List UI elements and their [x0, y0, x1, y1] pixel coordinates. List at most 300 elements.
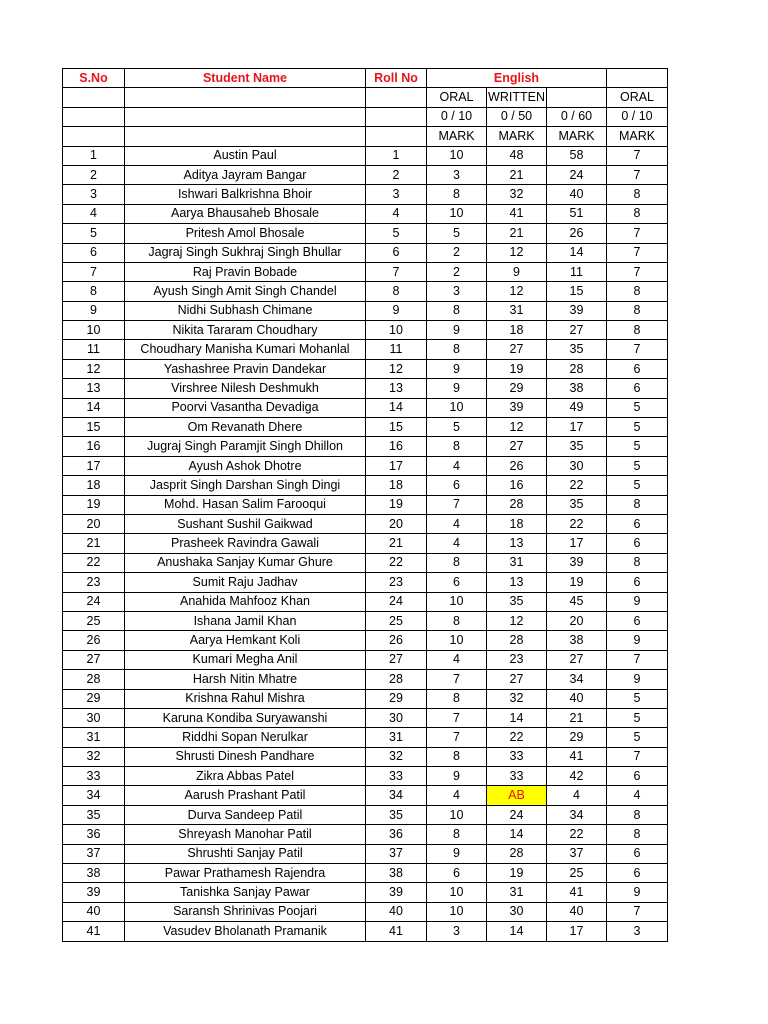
- cell-oral-2-mark: 7: [607, 224, 668, 243]
- cell-roll-no: 8: [366, 282, 427, 301]
- cell-sno: 40: [63, 902, 125, 921]
- cell-oral-mark: 7: [427, 495, 487, 514]
- cell-roll-no: 20: [366, 514, 427, 533]
- cell-roll-no: 27: [366, 650, 427, 669]
- cell-roll-no: 17: [366, 456, 427, 475]
- cell-written-mark: 12: [487, 282, 547, 301]
- cell-oral-2-mark: 6: [607, 379, 668, 398]
- cell-roll-no: 7: [366, 262, 427, 281]
- blank-cell: [63, 88, 125, 107]
- cell-roll-no: 31: [366, 728, 427, 747]
- cell-written-mark: 12: [487, 243, 547, 262]
- cell-student-name: Ishwari Balkrishna Bhoir: [125, 185, 366, 204]
- table-row: [63, 282, 668, 301]
- table-row: [63, 708, 668, 727]
- cell-student-name: Harsh Nitin Mhatre: [125, 670, 366, 689]
- cell-oral-mark: 4: [427, 514, 487, 533]
- subheader-row-1: [63, 88, 668, 107]
- cell-written-mark: 32: [487, 185, 547, 204]
- cell-oral-2-mark: 7: [607, 146, 668, 165]
- cell-roll-no: 21: [366, 534, 427, 553]
- cell-oral-mark: 7: [427, 708, 487, 727]
- cell-oral-mark: 8: [427, 437, 487, 456]
- cell-sno: 23: [63, 573, 125, 592]
- cell-total-mark: 41: [547, 883, 607, 902]
- cell-written-mark: 33: [487, 767, 547, 786]
- cell-total-mark: 14: [547, 243, 607, 262]
- table-row: [63, 864, 668, 883]
- cell-sno: 4: [63, 204, 125, 223]
- cell-oral-mark: 3: [427, 922, 487, 941]
- cell-roll-no: 36: [366, 825, 427, 844]
- table-row: [63, 379, 668, 398]
- cell-student-name: Sushant Sushil Gaikwad: [125, 514, 366, 533]
- cell-sno: 32: [63, 747, 125, 766]
- cell-total-mark: 45: [547, 592, 607, 611]
- cell-student-name: Pritesh Amol Bhosale: [125, 224, 366, 243]
- header-blank: [607, 69, 668, 88]
- cell-roll-no: 34: [366, 786, 427, 805]
- cell-roll-no: 2: [366, 165, 427, 184]
- table-row: [63, 146, 668, 165]
- cell-sno: 21: [63, 534, 125, 553]
- table-row: [63, 573, 668, 592]
- cell-roll-no: 41: [366, 922, 427, 941]
- cell-oral-mark: 8: [427, 689, 487, 708]
- cell-oral-mark: 6: [427, 573, 487, 592]
- cell-total-mark: 40: [547, 902, 607, 921]
- cell-student-name: Shrushti Sanjay Patil: [125, 844, 366, 863]
- cell-total-mark: 21: [547, 708, 607, 727]
- cell-roll-no: 38: [366, 864, 427, 883]
- table-row: [63, 534, 668, 553]
- cell-student-name: Aarush Prashant Patil: [125, 786, 366, 805]
- subheader-oral-mark: MARK: [427, 127, 487, 146]
- table-row: [63, 728, 668, 747]
- subheader-written: WRITTEN: [487, 88, 547, 107]
- cell-oral-mark: 9: [427, 321, 487, 340]
- cell-total-mark: 25: [547, 864, 607, 883]
- cell-student-name: Poorvi Vasantha Devadiga: [125, 398, 366, 417]
- cell-written-mark: 32: [487, 689, 547, 708]
- table-row: [63, 437, 668, 456]
- cell-total-mark: 22: [547, 825, 607, 844]
- cell-roll-no: 5: [366, 224, 427, 243]
- cell-sno: 34: [63, 786, 125, 805]
- cell-oral-2-mark: 6: [607, 611, 668, 630]
- cell-sno: 13: [63, 379, 125, 398]
- cell-oral-2-mark: 8: [607, 553, 668, 572]
- cell-oral-2-mark: 7: [607, 650, 668, 669]
- cell-student-name: Nidhi Subhash Chimane: [125, 301, 366, 320]
- cell-total-mark: 35: [547, 495, 607, 514]
- cell-sno: 26: [63, 631, 125, 650]
- cell-oral-mark: 7: [427, 670, 487, 689]
- cell-student-name: Riddhi Sopan Nerulkar: [125, 728, 366, 747]
- cell-student-name: Virshree Nilesh Deshmukh: [125, 379, 366, 398]
- cell-sno: 22: [63, 553, 125, 572]
- subheader-written-max: 0 / 50: [487, 107, 547, 126]
- subheader-row-2: [63, 107, 668, 126]
- table-row: [63, 418, 668, 437]
- cell-sno: 17: [63, 456, 125, 475]
- subheader-oral-2: ORAL: [607, 88, 668, 107]
- table-row: [63, 301, 668, 320]
- cell-total-mark: 51: [547, 204, 607, 223]
- cell-written-mark: 22: [487, 728, 547, 747]
- cell-written-mark: 26: [487, 456, 547, 475]
- header-sno: S.No: [63, 69, 125, 88]
- cell-oral-mark: 4: [427, 650, 487, 669]
- cell-sno: 24: [63, 592, 125, 611]
- table-row: [63, 902, 668, 921]
- cell-oral-mark: 10: [427, 398, 487, 417]
- cell-roll-no: 29: [366, 689, 427, 708]
- table-row: [63, 805, 668, 824]
- cell-total-mark: 24: [547, 165, 607, 184]
- cell-written-mark: 9: [487, 262, 547, 281]
- cell-student-name: Pawar Prathamesh Rajendra: [125, 864, 366, 883]
- cell-oral-2-mark: 6: [607, 514, 668, 533]
- cell-sno: 29: [63, 689, 125, 708]
- cell-student-name: Jagraj Singh Sukhraj Singh Bhullar: [125, 243, 366, 262]
- cell-oral-mark: 5: [427, 224, 487, 243]
- cell-oral-2-mark: 5: [607, 476, 668, 495]
- cell-oral-2-mark: 5: [607, 418, 668, 437]
- cell-oral-2-mark: 8: [607, 204, 668, 223]
- cell-roll-no: 18: [366, 476, 427, 495]
- cell-roll-no: 4: [366, 204, 427, 223]
- table-row: [63, 611, 668, 630]
- cell-student-name: Durva Sandeep Patil: [125, 805, 366, 824]
- cell-oral-2-mark: 9: [607, 592, 668, 611]
- cell-sno: 36: [63, 825, 125, 844]
- cell-sno: 28: [63, 670, 125, 689]
- cell-student-name: Prasheek Ravindra Gawali: [125, 534, 366, 553]
- cell-roll-no: 24: [366, 592, 427, 611]
- cell-sno: 10: [63, 321, 125, 340]
- cell-total-mark: 17: [547, 418, 607, 437]
- cell-total-mark: 20: [547, 611, 607, 630]
- cell-sno: 16: [63, 437, 125, 456]
- blank-cell: [366, 107, 427, 126]
- cell-student-name: Vasudev Bholanath Pramanik: [125, 922, 366, 941]
- table-row: [63, 224, 668, 243]
- subheader-written-mark: MARK: [487, 127, 547, 146]
- cell-oral-2-mark: 8: [607, 185, 668, 204]
- cell-student-name: Saransh Shrinivas Poojari: [125, 902, 366, 921]
- cell-student-name: Aarya Hemkant Koli: [125, 631, 366, 650]
- cell-total-mark: 39: [547, 301, 607, 320]
- cell-student-name: Zikra Abbas Patel: [125, 767, 366, 786]
- table-row: [63, 825, 668, 844]
- cell-total-mark: 49: [547, 398, 607, 417]
- cell-oral-2-mark: 7: [607, 340, 668, 359]
- cell-written-mark: 48: [487, 146, 547, 165]
- cell-oral-mark: 2: [427, 262, 487, 281]
- blank-cell: [63, 107, 125, 126]
- cell-roll-no: 35: [366, 805, 427, 824]
- cell-oral-mark: 8: [427, 340, 487, 359]
- cell-student-name: Sumit Raju Jadhav: [125, 573, 366, 592]
- cell-oral-2-mark: 6: [607, 534, 668, 553]
- cell-roll-no: 11: [366, 340, 427, 359]
- subheader-oral: ORAL: [427, 88, 487, 107]
- cell-student-name: Yashashree Pravin Dandekar: [125, 359, 366, 378]
- cell-sno: 35: [63, 805, 125, 824]
- subheader-oral-2-max: 0 / 10: [607, 107, 668, 126]
- cell-student-name: Shrusti Dinesh Pandhare: [125, 747, 366, 766]
- cell-written-mark: 33: [487, 747, 547, 766]
- cell-oral-2-mark: 8: [607, 301, 668, 320]
- cell-written-mark: 12: [487, 418, 547, 437]
- cell-student-name: Anahida Mahfooz Khan: [125, 592, 366, 611]
- cell-written-mark: 14: [487, 825, 547, 844]
- cell-oral-2-mark: 7: [607, 902, 668, 921]
- table-row: [63, 553, 668, 572]
- cell-oral-2-mark: 4: [607, 786, 668, 805]
- cell-sno: 6: [63, 243, 125, 262]
- cell-roll-no: 28: [366, 670, 427, 689]
- cell-written-mark: 13: [487, 534, 547, 553]
- cell-oral-mark: 9: [427, 767, 487, 786]
- cell-sno: 19: [63, 495, 125, 514]
- cell-sno: 33: [63, 767, 125, 786]
- cell-written-mark: 19: [487, 864, 547, 883]
- cell-written-mark: 13: [487, 573, 547, 592]
- table-row: [63, 689, 668, 708]
- cell-student-name: Karuna Kondiba Suryawanshi: [125, 708, 366, 727]
- cell-roll-no: 3: [366, 185, 427, 204]
- cell-oral-2-mark: 9: [607, 631, 668, 650]
- table-row: [63, 398, 668, 417]
- cell-oral-2-mark: 7: [607, 262, 668, 281]
- cell-total-mark: 15: [547, 282, 607, 301]
- cell-written-mark: 24: [487, 805, 547, 824]
- cell-sno: 8: [63, 282, 125, 301]
- cell-written-mark: 19: [487, 359, 547, 378]
- cell-total-mark: 39: [547, 553, 607, 572]
- table-row: [63, 786, 668, 805]
- cell-total-mark: 28: [547, 359, 607, 378]
- blank-cell: [125, 88, 366, 107]
- cell-oral-2-mark: 6: [607, 864, 668, 883]
- cell-total-mark: 35: [547, 437, 607, 456]
- cell-total-mark: 22: [547, 514, 607, 533]
- cell-roll-no: 32: [366, 747, 427, 766]
- cell-written-mark: 28: [487, 495, 547, 514]
- cell-student-name: Ishana Jamil Khan: [125, 611, 366, 630]
- cell-oral-2-mark: 7: [607, 165, 668, 184]
- table-row: [63, 476, 668, 495]
- cell-sno: 7: [63, 262, 125, 281]
- cell-oral-mark: 10: [427, 631, 487, 650]
- table-row: [63, 747, 668, 766]
- cell-written-mark: 27: [487, 437, 547, 456]
- cell-sno: 38: [63, 864, 125, 883]
- cell-oral-mark: 3: [427, 282, 487, 301]
- table-row: [63, 262, 668, 281]
- cell-roll-no: 30: [366, 708, 427, 727]
- cell-roll-no: 39: [366, 883, 427, 902]
- cell-written-mark: 39: [487, 398, 547, 417]
- cell-written-mark: 18: [487, 321, 547, 340]
- cell-student-name: Austin Paul: [125, 146, 366, 165]
- table-row: [63, 650, 668, 669]
- cell-roll-no: 37: [366, 844, 427, 863]
- table-row: [63, 631, 668, 650]
- table-row: [63, 495, 668, 514]
- cell-written-mark: 14: [487, 922, 547, 941]
- cell-student-name: Aarya Bhausaheb Bhosale: [125, 204, 366, 223]
- cell-sno: 37: [63, 844, 125, 863]
- cell-oral-mark: 8: [427, 747, 487, 766]
- cell-sno: 1: [63, 146, 125, 165]
- header-roll-no: Roll No: [366, 69, 427, 88]
- cell-student-name: Tanishka Sanjay Pawar: [125, 883, 366, 902]
- cell-oral-2-mark: 8: [607, 282, 668, 301]
- table-row: [63, 883, 668, 902]
- subheader-total: [547, 88, 607, 107]
- cell-oral-mark: 2: [427, 243, 487, 262]
- cell-oral-mark: 8: [427, 301, 487, 320]
- cell-oral-mark: 9: [427, 844, 487, 863]
- cell-total-mark: 27: [547, 321, 607, 340]
- cell-student-name: Shreyash Manohar Patil: [125, 825, 366, 844]
- cell-student-name: Om Revanath Dhere: [125, 418, 366, 437]
- cell-roll-no: 12: [366, 359, 427, 378]
- cell-oral-mark: 5: [427, 418, 487, 437]
- blank-cell: [63, 127, 125, 146]
- cell-oral-2-mark: 5: [607, 437, 668, 456]
- header-student-name: Student Name: [125, 69, 366, 88]
- cell-sno: 3: [63, 185, 125, 204]
- header-subject: English: [427, 69, 607, 88]
- cell-oral-mark: 10: [427, 883, 487, 902]
- table-row: [63, 165, 668, 184]
- cell-written-mark: 21: [487, 224, 547, 243]
- cell-written-mark: 31: [487, 553, 547, 572]
- cell-roll-no: 6: [366, 243, 427, 262]
- cell-roll-no: 25: [366, 611, 427, 630]
- cell-roll-no: 1: [366, 146, 427, 165]
- cell-written-mark: 12: [487, 611, 547, 630]
- cell-written-mark: 28: [487, 844, 547, 863]
- cell-total-mark: 22: [547, 476, 607, 495]
- cell-written-mark: 41: [487, 204, 547, 223]
- cell-oral-mark: 10: [427, 204, 487, 223]
- cell-student-name: Kumari Megha Anil: [125, 650, 366, 669]
- cell-total-mark: 27: [547, 650, 607, 669]
- cell-sno: 12: [63, 359, 125, 378]
- cell-student-name: Jasprit Singh Darshan Singh Dingi: [125, 476, 366, 495]
- cell-sno: 2: [63, 165, 125, 184]
- cell-written-mark: 21: [487, 165, 547, 184]
- table-row: [63, 592, 668, 611]
- cell-oral-2-mark: 8: [607, 321, 668, 340]
- cell-oral-mark: 8: [427, 185, 487, 204]
- cell-student-name: Aditya Jayram Bangar: [125, 165, 366, 184]
- table-row: [63, 340, 668, 359]
- cell-oral-mark: 8: [427, 553, 487, 572]
- cell-oral-2-mark: 5: [607, 398, 668, 417]
- cell-oral-2-mark: 6: [607, 844, 668, 863]
- cell-written-mark: 31: [487, 883, 547, 902]
- cell-sno: 11: [63, 340, 125, 359]
- table-row: [63, 767, 668, 786]
- table-row: [63, 321, 668, 340]
- blank-cell: [125, 127, 366, 146]
- cell-written-mark: 28: [487, 631, 547, 650]
- cell-oral-mark: 6: [427, 476, 487, 495]
- cell-sno: 41: [63, 922, 125, 941]
- cell-roll-no: 26: [366, 631, 427, 650]
- cell-roll-no: 10: [366, 321, 427, 340]
- cell-total-mark: 38: [547, 631, 607, 650]
- table-row: [63, 922, 668, 941]
- header-row: [63, 69, 668, 88]
- cell-oral-2-mark: 6: [607, 359, 668, 378]
- blank-cell: [366, 127, 427, 146]
- cell-oral-2-mark: 8: [607, 805, 668, 824]
- cell-sno: 15: [63, 418, 125, 437]
- cell-student-name: Ayush Ashok Dhotre: [125, 456, 366, 475]
- cell-oral-2-mark: 6: [607, 573, 668, 592]
- table-row: [63, 359, 668, 378]
- cell-sno: 25: [63, 611, 125, 630]
- cell-written-mark: 27: [487, 670, 547, 689]
- cell-oral-mark: 8: [427, 825, 487, 844]
- cell-oral-mark: 10: [427, 146, 487, 165]
- blank-cell: [366, 88, 427, 107]
- table-row: [63, 456, 668, 475]
- cell-total-mark: 11: [547, 262, 607, 281]
- cell-sno: 20: [63, 514, 125, 533]
- cell-student-name: Nikita Tararam Choudhary: [125, 321, 366, 340]
- cell-oral-2-mark: 7: [607, 243, 668, 262]
- cell-roll-no: 40: [366, 902, 427, 921]
- cell-total-mark: 19: [547, 573, 607, 592]
- cell-sno: 9: [63, 301, 125, 320]
- cell-written-mark: 14: [487, 708, 547, 727]
- cell-total-mark: 40: [547, 689, 607, 708]
- cell-student-name: Mohd. Hasan Salim Farooqui: [125, 495, 366, 514]
- cell-roll-no: 16: [366, 437, 427, 456]
- cell-written-mark-absent: AB: [487, 786, 547, 805]
- cell-roll-no: 23: [366, 573, 427, 592]
- cell-oral-mark: 9: [427, 359, 487, 378]
- cell-written-mark: 23: [487, 650, 547, 669]
- cell-sno: 18: [63, 476, 125, 495]
- table-row: [63, 243, 668, 262]
- cell-student-name: Anushaka Sanjay Kumar Ghure: [125, 553, 366, 572]
- cell-total-mark: 38: [547, 379, 607, 398]
- cell-oral-mark: 10: [427, 592, 487, 611]
- subheader-total-max: 0 / 60: [547, 107, 607, 126]
- cell-oral-2-mark: 9: [607, 670, 668, 689]
- cell-student-name: Ayush Singh Amit Singh Chandel: [125, 282, 366, 301]
- marks-table: [62, 68, 668, 942]
- cell-oral-2-mark: 3: [607, 922, 668, 941]
- cell-sno: 27: [63, 650, 125, 669]
- subheader-total-mark: MARK: [547, 127, 607, 146]
- cell-roll-no: 19: [366, 495, 427, 514]
- cell-oral-mark: 10: [427, 902, 487, 921]
- cell-total-mark: 34: [547, 670, 607, 689]
- cell-roll-no: 33: [366, 767, 427, 786]
- cell-roll-no: 9: [366, 301, 427, 320]
- cell-written-mark: 18: [487, 514, 547, 533]
